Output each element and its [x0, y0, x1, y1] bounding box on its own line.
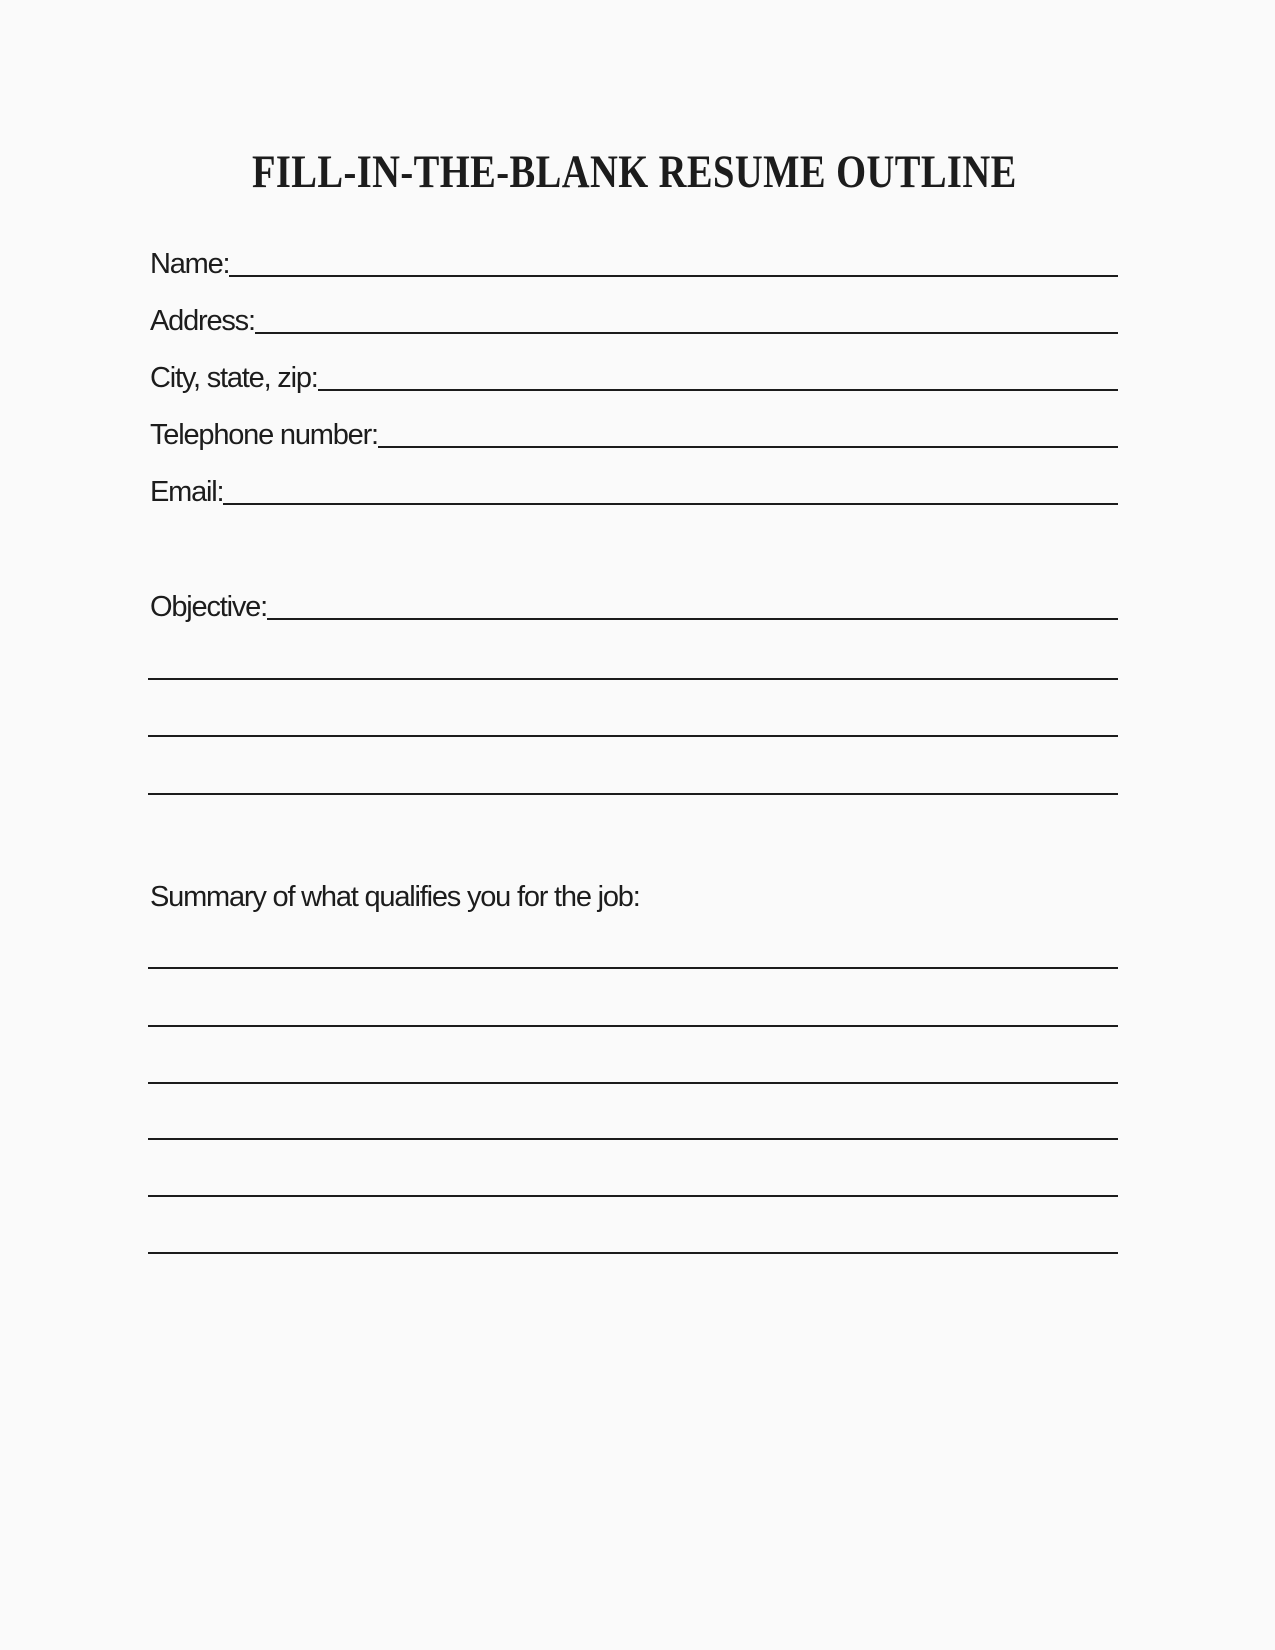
city-state-zip-label: City, state, zip: — [150, 362, 318, 394]
summary-heading: Summary of what qualifies you for the job: — [150, 881, 640, 913]
summary-blank-line — [148, 1195, 1118, 1197]
summary-blank-line — [148, 1252, 1118, 1254]
telephone-blank-line — [378, 408, 1118, 448]
address-label: Address: — [150, 305, 255, 337]
name-label: Name: — [150, 248, 230, 280]
objective-continuation-line — [148, 678, 1118, 680]
email-blank-line — [223, 465, 1118, 505]
page-title — [150, 146, 1118, 198]
summary-blank-line — [148, 1082, 1118, 1084]
email-field — [150, 467, 1118, 508]
telephone-field — [150, 410, 1118, 451]
objective-continuation-line — [148, 793, 1118, 795]
objective-blank-line — [267, 580, 1118, 620]
telephone-label: Telephone number: — [150, 419, 378, 451]
objective-continuation-line — [148, 735, 1118, 737]
name-blank-line — [229, 237, 1118, 277]
objective-label: Objective: — [150, 591, 267, 623]
name-field — [150, 239, 1118, 280]
city-state-zip-blank-line — [318, 351, 1118, 391]
summary-blank-line — [148, 967, 1118, 969]
summary-blank-line — [148, 1025, 1118, 1027]
city-state-zip-field — [150, 353, 1118, 394]
address-blank-line — [255, 294, 1118, 334]
objective-field — [150, 582, 1118, 623]
email-label: Email: — [150, 476, 224, 508]
address-field — [150, 296, 1118, 337]
summary-blank-line — [148, 1138, 1118, 1140]
page-title-text: FILL-IN-THE-BLANK RESUME OUTLINE — [251, 146, 1017, 198]
